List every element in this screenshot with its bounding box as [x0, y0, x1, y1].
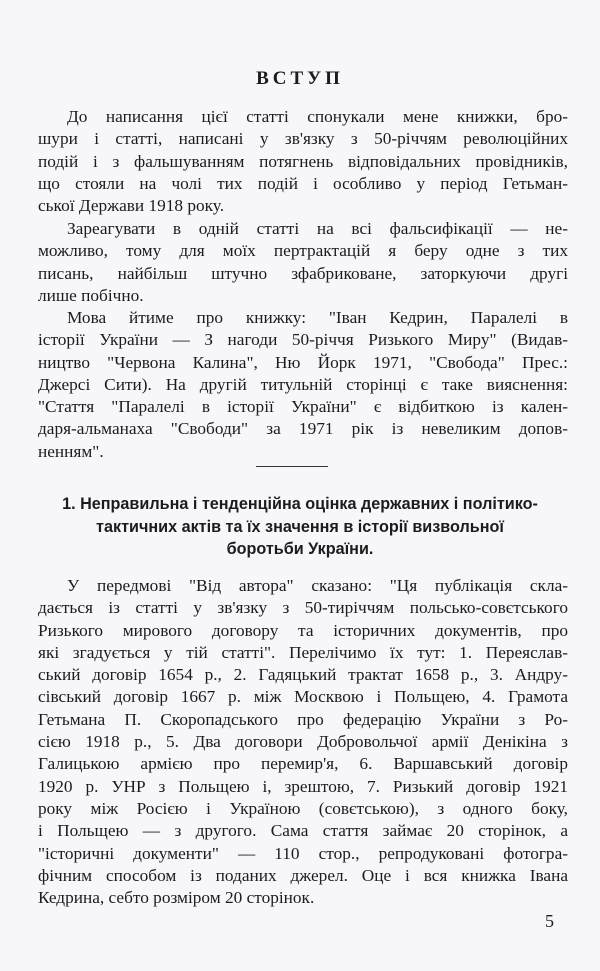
- text-line: Галицькою армією про перемир'я, 6. Варшавський договір: [38, 754, 568, 774]
- section-divider: [256, 466, 328, 467]
- text-line: шури і статті, написані у зв'язку з 50-річчям революційних: [38, 129, 568, 149]
- text-line: року між Росією і Україною (совєтською), з одного боку,: [38, 798, 568, 818]
- text-line: ський договір 1654 р., 2. Гадяцький трактат 1658 р., 3. Андру-: [38, 665, 568, 685]
- text-line: які згадується у тій статті". Перелічимо їх тут: 1. Переяслав-: [38, 642, 568, 662]
- text-line: Зареагувати в одній статті на всі фальсифікації — не-: [67, 219, 568, 238]
- text-line: і Польщею — з другого. Сама стаття займає 20 сторінок, а: [38, 821, 568, 841]
- text-line: що стояли на чолі тих подій і особливо у період Гетьман-: [38, 173, 568, 193]
- text-line: писань, найбільш штучно зфабриковане, заторкуючи другі: [38, 263, 568, 283]
- text-line: даря-альманаха "Свободи" за 1971 рік із невеликим допов-: [38, 419, 568, 439]
- text-line: сівський договір 1667 р. між Москвою і Польщею, 4. Грамота: [38, 687, 568, 707]
- heading-line: боротьби України.: [226, 540, 374, 558]
- page-title: ВСТУП: [256, 68, 344, 89]
- text-line: лише побічно.: [38, 285, 144, 305]
- intro-paragraph-1: [38, 106, 568, 217]
- text-line: дається із статті у зв'язку з 50-тиріччям польсько-совєтського: [38, 598, 568, 618]
- text-line: можливо, тому для моїх пертрактацій я беру одне з тих: [38, 241, 568, 261]
- intro-paragraph-3: [38, 307, 568, 463]
- heading-line: тактичних актів та їх значення в історії визвольної: [96, 517, 504, 536]
- text-line: сією 1918 р., 5. Два договори Добровольчої армії Денікіна з: [38, 732, 568, 752]
- text-line: ництво "Червона Калина", Ню Йорк 1971, "Свобода" Прес.:: [38, 352, 568, 372]
- heading-line: 1. Неправильна і тенденційна оцінка державних і політико-: [62, 495, 538, 513]
- section-paragraph: [38, 575, 568, 909]
- text-line: "історичні документи" — 110 стор., репродуковані фотогра-: [38, 843, 568, 863]
- text-line: 1920 р. УНР з Польщею і, зрештою, 7. Ризький договір 1921: [38, 776, 568, 796]
- text-line: фічним способом із поданих джерел. Оце і вся книжка Івана: [38, 865, 568, 885]
- section-heading: [30, 493, 570, 561]
- text-line: історії України — З нагоди 50-річчя Ризького Миру" (Видав-: [38, 330, 568, 350]
- text-line: У передмові "Від автора" сказано: "Ця публікація скла-: [67, 576, 568, 595]
- text-line: Кедрина, себто розміром 20 сторінок.: [38, 888, 315, 908]
- text-line: Ризького мирового договору та історичних документів, про: [38, 620, 568, 640]
- page-number: 5: [545, 911, 554, 931]
- intro-paragraph-2: [38, 218, 568, 307]
- text-line: ненням".: [38, 441, 104, 461]
- text-line: "Стаття "Паралелі в історії України" є відбиткою із кален-: [38, 397, 568, 417]
- text-line: Мова йтиме про книжку: "Іван Кедрин, Паралелі в: [67, 308, 568, 327]
- text-line: Гетьмана П. Скоропадського про федерацію України з Ро-: [38, 709, 568, 729]
- text-line: ської Держави 1918 року.: [38, 196, 225, 216]
- text-line: До написання цієї статті спонукали мене книжки, бро-: [67, 107, 568, 126]
- text-line: подій і з фальшуванням потягнень відповідальних провідників,: [38, 151, 568, 171]
- text-line: Джерсі Сити). На другій титульній сторінці є таке вияснення:: [38, 374, 568, 394]
